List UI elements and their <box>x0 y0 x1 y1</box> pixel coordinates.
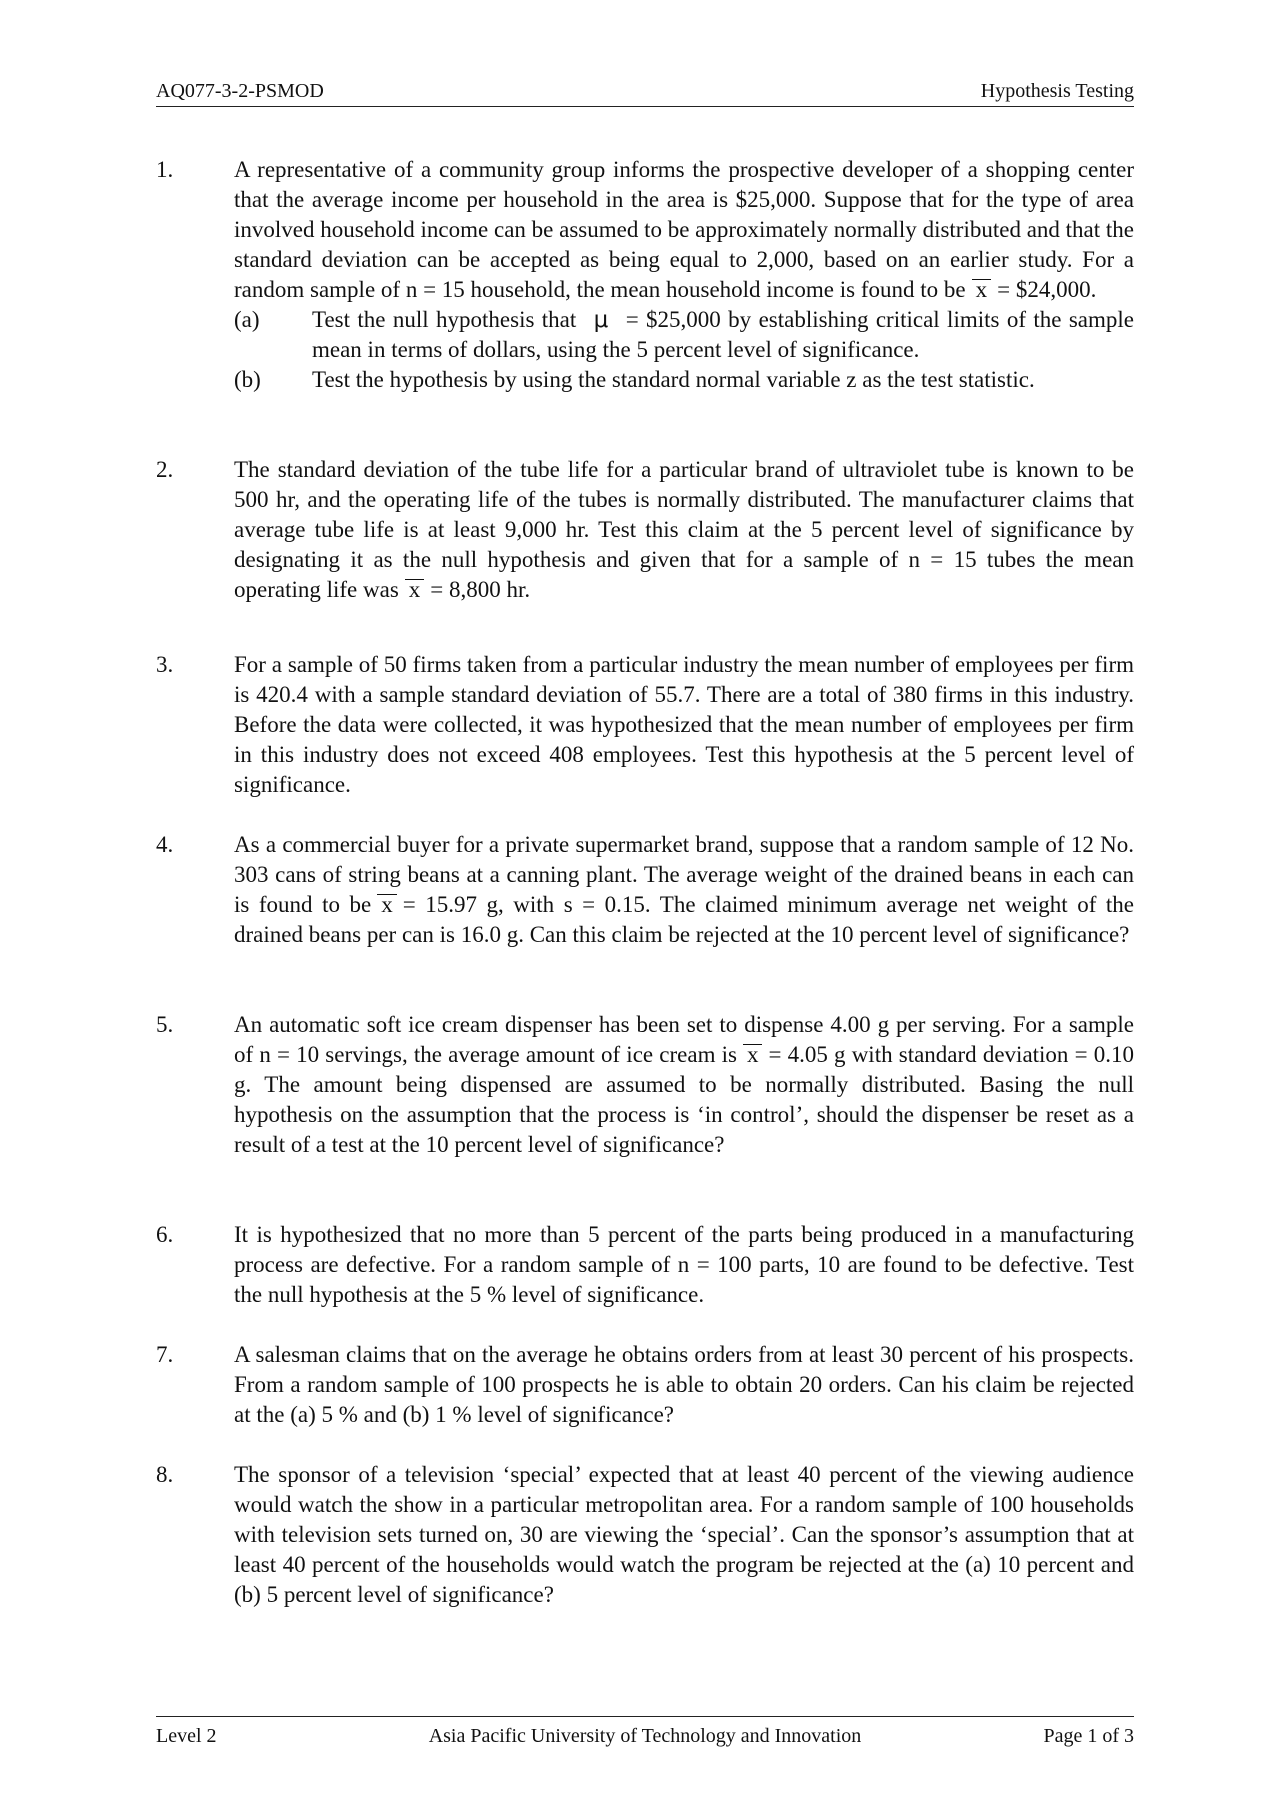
question-body <box>234 155 1134 395</box>
mu-symbol: μ <box>593 307 609 333</box>
question-text: The standard deviation of the tube life for a particular brand of ultraviolet tube is known to be 500 hr, and the operating life of the tubes is normally distributed. The manufacturer claims that average tube life is at least 9,000 hr. Test this claim at the 5 percent level of significance by designating it as the null hypothesis and given that for a sample of n = 15 tubes the mean operating life was <box>234 457 1134 602</box>
question-body <box>234 1460 1134 1610</box>
question-2 <box>156 455 1134 650</box>
question-3 <box>156 650 1134 830</box>
question-text: A representative of a community group informs the prospective developer of a shopping center that the average income per household in the area is $25,000. Suppose that for the type of area involved household income can be assumed to be approximately normally distributed and that the standard deviation can be accepted as being equal to 2,000, based on an earlier study. For a random sample of n = 15 household, the mean household income is found to be <box>234 157 1134 302</box>
question-text: As a commercial buyer for a private supermarket brand, suppose that a random sample of 12 No. 303 cans of string beans at a canning plant. The average weight of the drained beans in each can is found to be <box>234 832 1134 917</box>
question-list <box>156 155 1134 1610</box>
question-1 <box>156 155 1134 455</box>
question-body <box>234 1220 1134 1310</box>
question-body <box>234 1340 1134 1430</box>
subquestion-text-end: = $25,000 by establishing critical limits of the sample mean in terms of dollars, using the 5 percent level of significance. <box>312 307 1135 362</box>
question-number: 5. <box>156 1012 174 1037</box>
question-number: 6. <box>156 1222 174 1247</box>
question-text: It is hypothesized that no more than 5 percent of the parts being produced in a manufacturing process are defective. For a random sample of n = 100 parts, 10 are found to be defective. Test the null hypothesis at the 5 % level of significance. <box>234 1222 1134 1307</box>
x-bar-symbol: x <box>743 1044 763 1065</box>
footer-level: Level 2 <box>156 1725 217 1747</box>
question-text-end: = 8,800 hr. <box>430 577 531 602</box>
subquestion-text: Test the hypothesis by using the standard normal variable z as the test statistic. <box>312 367 1035 392</box>
question-number: 4. <box>156 832 174 857</box>
x-bar-symbol: x <box>405 579 425 600</box>
course-code: AQ077-3-2-PSMOD <box>156 80 324 102</box>
footer-institution: Asia Pacific University of Technology and Innovation <box>428 1725 862 1747</box>
question-text: For a sample of 50 firms taken from a particular industry the mean number of employees per firm is 420.4 with a sample standard deviation of 55.7. There are a total of 380 firms in this industry. Before the data were collected, it was hypothesized that the mean number of employees per firm in this industry does not exceed 408 employees. Test this hypothesis at the 5 percent level of significance. <box>234 652 1134 797</box>
page-header <box>156 76 1134 107</box>
subquestion-label: (a) <box>234 307 260 332</box>
question-6 <box>156 1220 1134 1340</box>
subquestion-label: (b) <box>234 367 261 392</box>
question-number: 3. <box>156 652 174 677</box>
x-bar-symbol: x <box>972 279 992 300</box>
question-text: A salesman claims that on the average he obtains orders from at least 30 percent of his prospects. From a random sample of 100 prospects he is able to obtain 20 orders. Can his claim be rejected at the (a) 5 % and (b) 1 % level of significance? <box>234 1342 1134 1427</box>
subquestion-text: Test the null hypothesis that <box>312 307 577 332</box>
question-5 <box>156 1010 1134 1220</box>
question-8 <box>156 1460 1134 1610</box>
question-number: 7. <box>156 1342 174 1367</box>
question-body <box>234 830 1134 950</box>
question-number: 2. <box>156 457 174 482</box>
footer-page-number: Page 1 of 3 <box>1043 1725 1134 1747</box>
question-body <box>234 1010 1134 1160</box>
subquestion-b <box>234 365 1134 395</box>
question-text-end: = $24,000. <box>997 277 1097 302</box>
question-number: 8. <box>156 1462 174 1487</box>
x-bar-symbol: x <box>377 894 397 915</box>
question-7 <box>156 1340 1134 1460</box>
document-topic: Hypothesis Testing <box>980 80 1134 102</box>
question-body <box>234 455 1134 605</box>
question-text: The sponsor of a television ‘special’ expected that at least 40 percent of the viewing audience would watch the show in a particular metropolitan area. For a random sample of 100 households with television sets turned on, 30 are viewing the ‘special’. Can the sponsor’s assumption that at least 40 percent of the households would watch the program be rejected at the (a) 10 percent and (b) 5 percent level of significance? <box>234 1462 1134 1607</box>
question-text: An automatic soft ice cream dispenser has been set to dispense 4.00 g per serving. For a sample of n = 10 servings, the average amount of ice cream is <box>234 1012 1134 1067</box>
question-text-end: = 15.97 g, with s = 0.15. The claimed minimum average net weight of the drained beans per can is 16.0 g. Can this claim be rejected at the 10 percent level of significance? <box>234 892 1134 947</box>
question-text-end: = 4.05 g with standard deviation = 0.10 g. The amount being dispensed are assumed to be normally distributed. Basing the null hypothesis on the assumption that the process is ‘in control’, should the dispenser be reset as a result of a test at the 10 percent level of significance? <box>234 1042 1134 1157</box>
page-footer <box>156 1716 1134 1751</box>
question-number: 1. <box>156 157 174 182</box>
question-body <box>234 650 1134 800</box>
subquestion-a <box>234 305 1134 365</box>
question-4 <box>156 830 1134 1010</box>
